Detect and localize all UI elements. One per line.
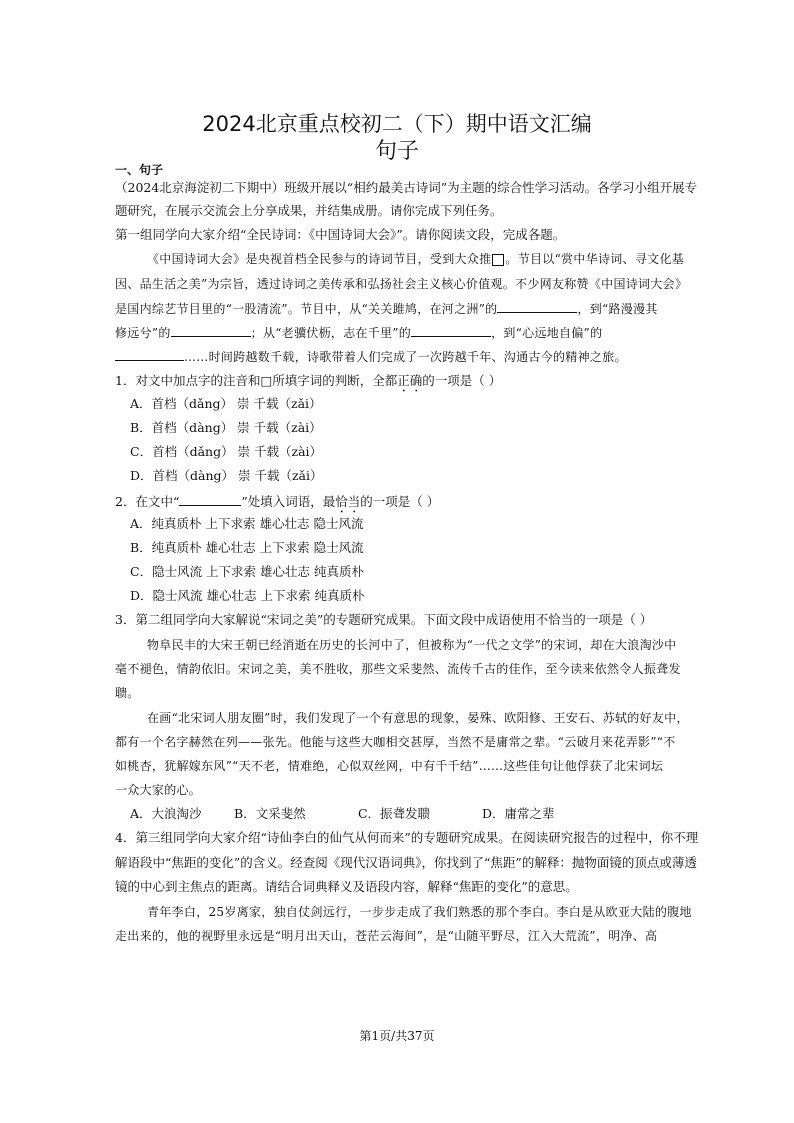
question-1-option-d: D．首档（dàng） 崇 千载（zǎi）	[130, 468, 323, 483]
intro-line-2: 题研究，在展示交流会上分享成果，并结集成册。请你完成下列任务。	[115, 203, 503, 218]
intro-line-3: 第一组同学向大家介绍“全民诗词：《中国诗词大会》”。请你阅读文段，完成各题。	[115, 227, 566, 242]
passage1-line-3: 是国内综艺节目里的“一股清流”。节目中，从“关关雎鸠，在河之洲”的 ，到“路漫漫其	[115, 302, 658, 316]
answer-blank	[115, 348, 184, 361]
fill-box	[492, 254, 504, 266]
passage2-line-2: 毫不褪色，情韵依旧。宋词之美，美不胜收，那些文采斐然、流传千古的佳作，至今读来依然令人振聋发	[115, 662, 681, 676]
passage3-line-3: 如桃杏，犹解嫁东风”“天不老，情难绝，心似双丝网，中有千千结”……这些佳句让他俘获了北宋词坛	[115, 759, 664, 773]
question-3-option-c: C．振聋发聩	[357, 806, 431, 821]
question-2-option-d: D．隐士风流 雄心壮志 上下求索 纯真质朴	[130, 588, 365, 603]
question-3-option-d: D．庸常之辈	[481, 806, 555, 821]
passage1-line-2: 因、品生活之美”为宗旨，透过诗词之美传承和弘扬社会主义核心价值观。不少网友称赞《中国诗词大会》	[115, 277, 688, 291]
answer-blank	[179, 493, 241, 506]
question-3-option-b: B．文采斐然	[233, 806, 306, 821]
question-4-line-3: 镜的中心到主焦点的距离。请结合词典释义及语段内容，解释“焦距的变化”的意思。	[115, 879, 578, 894]
intro-line-1: （2024北京海淀初二下期中）班级开展以“相约最美古诗词”为主题的综合性学习活动。各学习小组开展专	[115, 180, 698, 195]
passage3-line-2: 都有一个名字赫然在列——张先。他能与这些大咖相交甚厚，当然不是庸常之辈。“云破月来花弄影”“不	[115, 735, 676, 749]
question-2-stem: 2．在文中“ ”处填入词语，最恰当的一项是（ ）	[115, 494, 440, 509]
question-1-option-b: B．首档（dàng） 崇 千载（zài）	[130, 420, 322, 435]
question-4-line-1: 4．第三组同学向大家介绍“诗仙李白的仙气从何而来”的专题研究成果。在阅读研究报告的过程中，你不理	[115, 830, 699, 845]
document-title: 2024北京重点校初二（下）期中语文汇编	[202, 112, 592, 136]
passage1-line-1: 《中国诗词大会》是央视首档全民参与的诗词节目，受到大众推 。节目以“赏中华诗词、寻文化基	[147, 252, 685, 266]
section-heading: 一、句子	[115, 163, 164, 177]
question-1-option-c: C．首档（dǎng） 崇 千载（zài）	[130, 444, 323, 459]
question-3-stem: 3．第二组同学向大家解说“宋词之美”的专题研究成果。下面文段中成语使用不恰当的一项是（ ）	[115, 612, 653, 627]
answer-blank	[497, 300, 577, 313]
passage2-line-3: 聩。	[115, 686, 140, 700]
passage1-line-5: ……时间跨越数千载，诗歌带着人们完成了一次跨越千年、沟通古今的精神之旅。	[115, 348, 687, 365]
document-subtitle: 句子	[374, 139, 419, 164]
question-1-stem: 1．对文中加点字的注音和□所填字词的判断，全都正确的一项是（ ）	[115, 373, 502, 388]
passage3-line-4: 一众大家的心。	[115, 783, 202, 797]
passage2-line-1: 物阜民丰的大宋王朝已经消逝在历史的长河中了，但被称为“一代之文学”的宋词，却在大浪淘沙中	[147, 638, 677, 652]
question-4-line-2: 解语段中“焦距的变化”的含义。经查阅《现代汉语词典》，你找到了“焦距”的解释：抛物面镜的顶点或薄透	[115, 855, 697, 870]
passage1-line-4: 修远兮”的 ；从“老骥伏枥，志在千里”的 ，到“心远地自偏”的	[115, 326, 603, 340]
question-2-option-c: C．隐士风流 上下求索 雄心壮志 纯真质朴	[130, 564, 364, 579]
passage4-line-1: 青年李白，25岁离家，独自仗剑远行，一步步走成了我们熟悉的那个李白。李白是从欧亚大陆的腹地	[147, 905, 692, 919]
question-1-option-a: A．首档（dǎng） 崇 千载（zǎi）	[130, 396, 322, 411]
question-2-option-b: B．纯真质朴 雄心壮志 上下求索 隐士风流	[130, 540, 364, 555]
passage3-line-1: 在画“北宋词人朋友圈”时，我们发现了一个有意思的现象，晏殊、欧阳修、王安石、苏轼的好友中，	[147, 711, 689, 725]
passage4-line-2: 走出来的，他的视野里永远是“明月出天山，苍茫云海间”，是“山随平野尽，江入大荒流”，明净、高	[115, 929, 658, 943]
answer-blank	[411, 324, 491, 337]
question-2-option-a: A．纯真质朴 上下求索 雄心壮志 隐士风流	[130, 516, 364, 531]
question-3-options	[130, 806, 702, 822]
page-footer: 第1页/共37页	[359, 1029, 435, 1043]
question-3-option-a: A．大浪淘沙	[130, 806, 202, 821]
answer-blank	[171, 324, 251, 337]
